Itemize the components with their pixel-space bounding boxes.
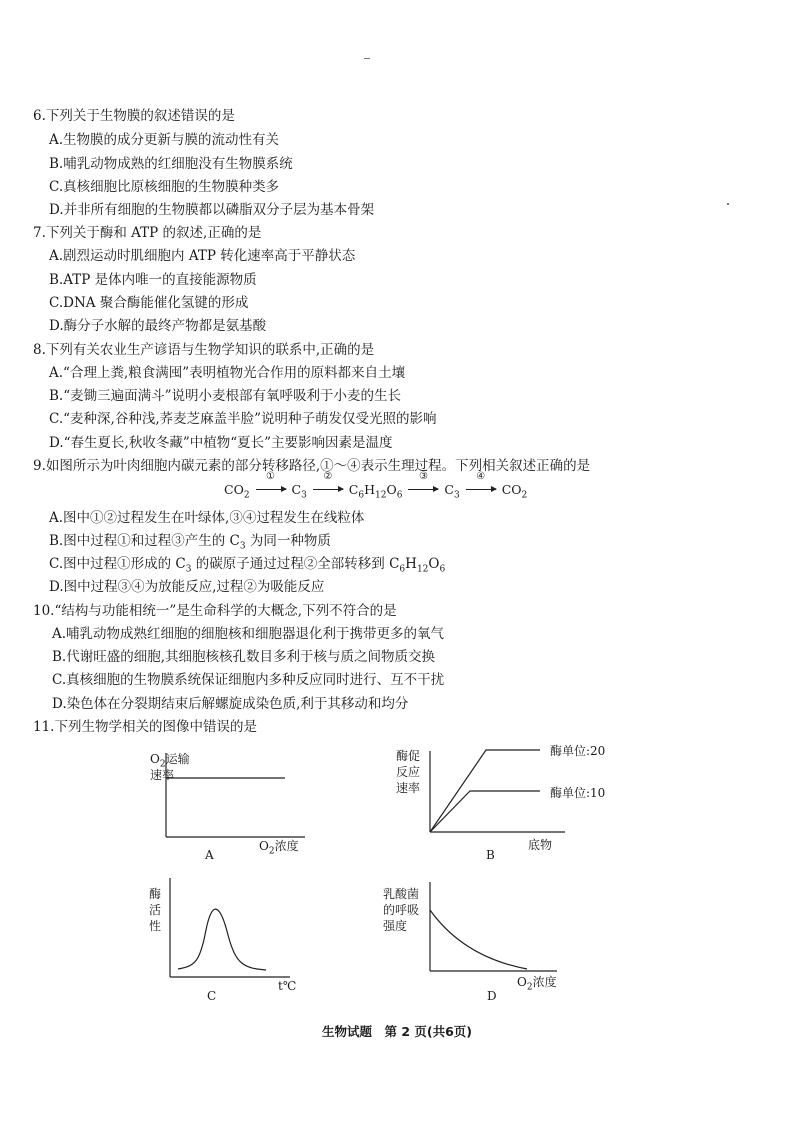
- q8-option-b: B.“麦锄三遍面满斗”说明小麦根部有氧呼吸利于小麦的生长: [49, 388, 402, 404]
- eq-co2-left: $CO_2$: [224, 482, 250, 501]
- eq-glucose: $C_6H_{12}O_6$: [348, 482, 403, 501]
- figure-d-curve: [430, 910, 527, 969]
- figure-b-legend-20: 酶单位:20: [550, 744, 606, 758]
- q8-stem: 8.下列有关农业生产谚语与生物学知识的联系中,正确的是: [33, 342, 375, 358]
- q7-stem: 7.下列关于酶和 ATP 的叙述,正确的是: [33, 225, 262, 241]
- q6-option-d: D.并非所有细胞的生物膜都以磷脂双分子层为基本骨架: [49, 202, 375, 218]
- q9-stem: 9.如图所示为叶肉细胞内碳元素的部分转移路径,①～④表示生理过程。下列相关叙述正确的是: [33, 458, 591, 474]
- q7-option-c: C.DNA 聚合酶能催化氢键的形成: [49, 295, 249, 311]
- q8-option-c: C.“麦种深,谷种浅,荞麦芝麻盖半脸”说明种子萌发仅受光照的影响: [49, 411, 437, 427]
- eq-arrow-3: ③: [408, 482, 438, 497]
- eq-co2-right: $CO_2$: [501, 482, 528, 501]
- q9-option-c: C.图中过程①形成的 $C_3$ 的碳原子通过过程②全部转移到 $C_6H_{12}O_6$: [49, 556, 446, 575]
- figure-d-ylabel-line3: 强度: [383, 919, 408, 933]
- figure-d-letter: D: [487, 989, 497, 1003]
- figure-a-letter: A: [205, 848, 214, 862]
- figure-b-letter: B: [486, 848, 495, 862]
- figure-a-ylabel-line2: 速率: [150, 768, 175, 782]
- q6-option-c: C.真核细胞比原核细胞的生物膜种类多: [49, 179, 280, 195]
- q7-option-b: B.ATP 是体内唯一的直接能源物质: [49, 272, 257, 288]
- figure-a-xlabel: $O_2$浓度: [259, 839, 299, 857]
- figure-c-letter: C: [207, 989, 217, 1003]
- q10-option-b: B.代谢旺盛的细胞,其细胞核核孔数目多利于核与质之间物质交换: [52, 649, 436, 665]
- q10-stem: 10.“结构与功能相统一”是生命科学的大概念,下列不符合的是: [33, 603, 397, 619]
- eq-arrow-1: ①: [256, 482, 286, 497]
- figure-b-xlabel: 底物: [528, 838, 553, 852]
- q10-option-c: C.真核细胞的生物膜系统保证细胞内多种反应同时进行、互不干扰: [52, 672, 445, 688]
- q7-option-a: A.剧烈运动时肌细胞内 ATP 转化速率高于平静状态: [49, 248, 356, 264]
- figure-d-ylabel-line2: 的呼吸: [383, 903, 420, 917]
- eq-c3-second: $C_3$: [444, 482, 460, 501]
- eq-arrow-2: ②: [313, 482, 343, 497]
- q10-option-a: A.哺乳动物成熟红细胞的细胞核和细胞器退化利于携带更多的氧气: [52, 626, 445, 642]
- q8-option-a: A.“合理上粪,粮食满囤”表明植物光合作用的原料都来自土壤: [49, 365, 406, 381]
- figure-a-ylabel-line1: $O_2$运输: [150, 752, 190, 770]
- q6-option-b: B.哺乳动物成熟的红细胞没有生物膜系统: [49, 156, 293, 172]
- q9-option-b: B.图中过程①和过程③产生的 $C_3$ 为同一种物质: [49, 533, 331, 552]
- figure-b-ylabel: 酶促反应速率: [395, 749, 420, 795]
- q6-option-a: A.生物膜的成分更新与膜的流动性有关: [49, 132, 280, 148]
- scan-speck: [364, 58, 370, 59]
- q11-stem: 11.下列生物学相关的图像中错误的是: [33, 719, 257, 735]
- eq-c3-first: $C_3$: [291, 482, 307, 501]
- q9-option-a: A.图中①②过程发生在叶绿体,③④过程发生在线粒体: [49, 510, 365, 526]
- eq-arrow-4: ④: [466, 482, 496, 497]
- q9-option-d: D.图中过程③④为放能反应,过程②为吸能反应: [49, 579, 325, 595]
- q7-option-d: D.酶分子水解的最终产物都是氨基酸: [49, 318, 267, 334]
- figure-d-ylabel-line1: 乳酸菌: [383, 887, 420, 901]
- scan-speck: [727, 203, 729, 205]
- figure-b-legend-10: 酶单位:10: [550, 786, 606, 800]
- figure-c-ylabel: 酶活性: [148, 887, 161, 933]
- page-footer: 生物试题 第 2 页(共6页): [321, 1024, 473, 1039]
- q8-option-d: D.“春生夏长,秋收冬藏”中植物“夏长”主要影响因素是温度: [49, 435, 393, 451]
- figure-c-xlabel: t℃: [278, 979, 297, 993]
- q10-option-d: D.染色体在分裂期结束后解螺旋成染色质,利于其移动和均分: [52, 696, 409, 712]
- figure-d-xlabel: $O_2$浓度: [517, 975, 557, 993]
- q6-stem: 6.下列关于生物膜的叙述错误的是: [33, 108, 235, 124]
